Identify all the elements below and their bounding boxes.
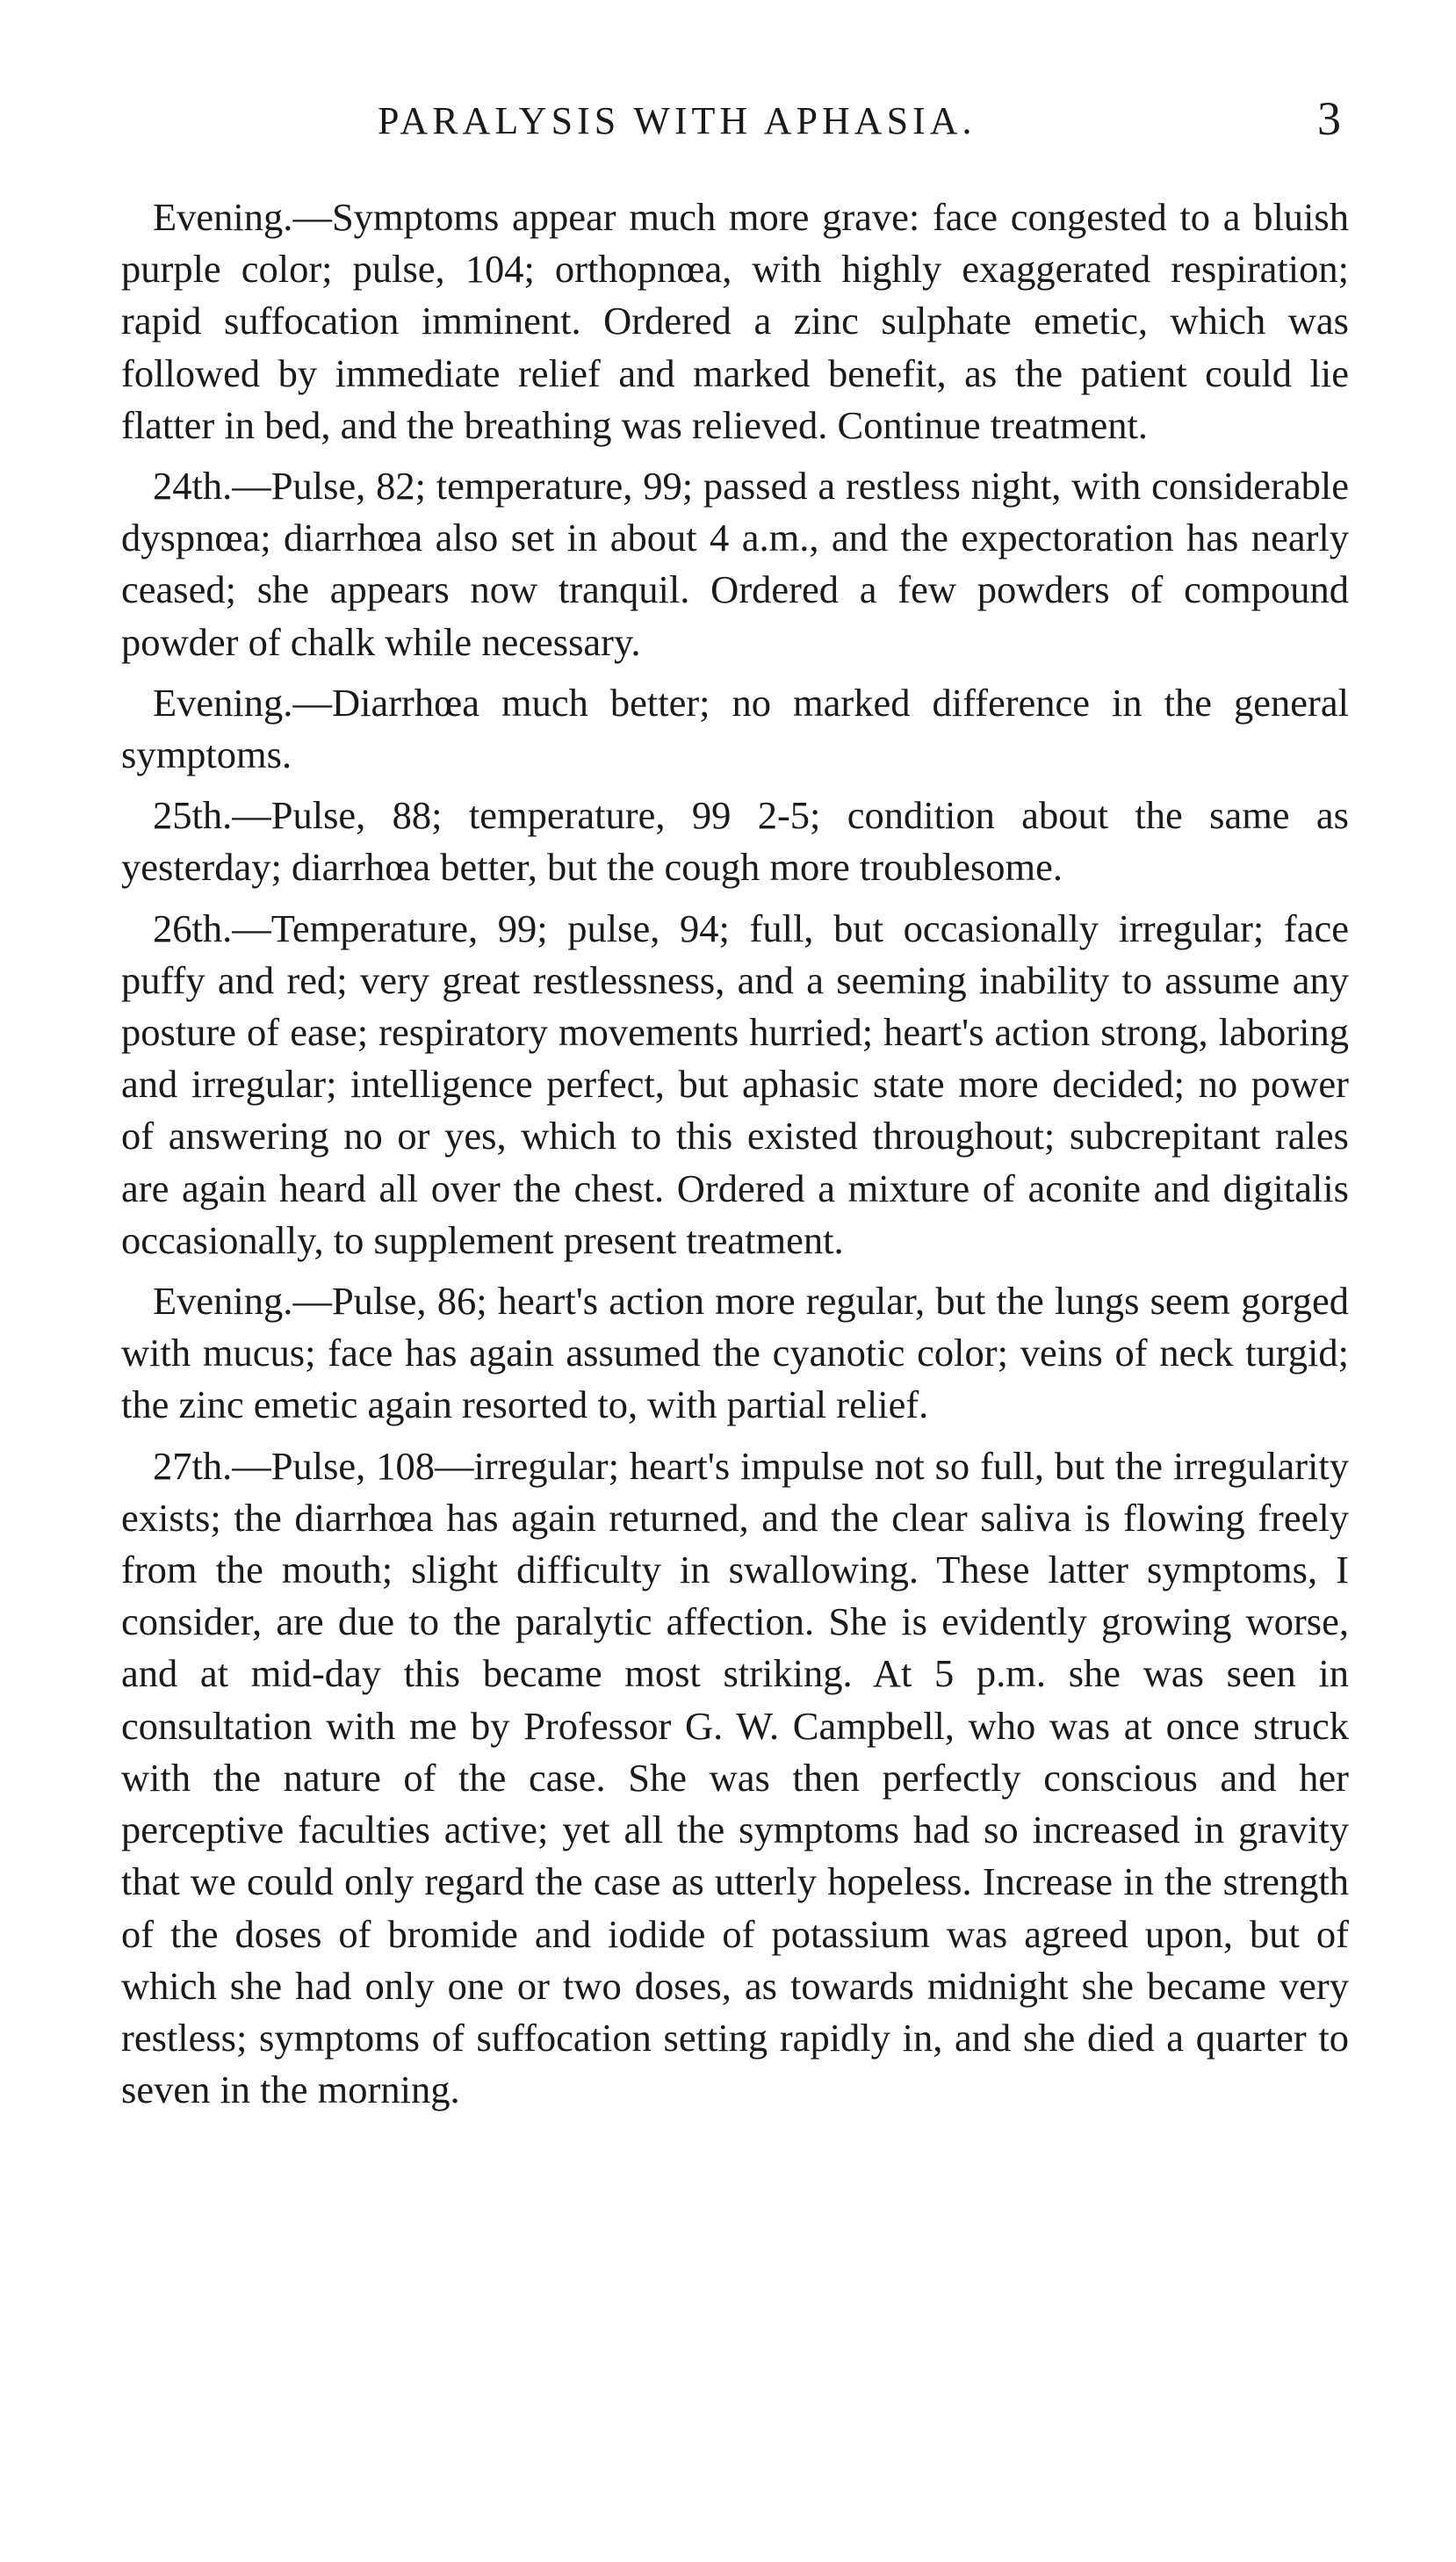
paragraph-24th <box>121 460 1349 668</box>
entry-text: —Pulse, 82; temperature, 99; passed a restless night, with considerable dyspnœa; diarrhœa also set in about 4 a.m., and the expectoration has nearly ceased; she appears now tranquil. Ordered a few powders of compound powder of chalk while necessary. <box>121 464 1349 664</box>
entry-lead: Evening. <box>153 195 293 239</box>
entry-text: —Pulse, 88; temperature, 99 2-5; condition about the same as yesterday; diarrhœa better, but the cough more troublesome. <box>121 793 1349 890</box>
entry-text: —Temperature, 99; pulse, 94; full, but occasionally irregular; face puffy and red; very great restlessness, and a seeming inability to assume any posture of ease; respiratory movements hurried; heart's action strong, laboring and irregular; intelligence perfect, but aphasic state more decided; no power of answering no or yes, which to this existed throughout; subcrepitant rales are again heard all over the chest. Ordered a mixture of aconite and digitalis occasionally, to supplement present treatment. <box>121 906 1349 1262</box>
entry-text: —Symptoms appear much more grave: face congested to a bluish purple color; pulse, 104; orthopnœa, with highly exaggerated respiration; rapid suffocation imminent. Ordered a zinc sulphate emetic, which was followed by immediate relief and marked benefit, as the patient could lie flatter in bed, and the breathing was relieved. Continue treatment. <box>121 195 1349 447</box>
entry-lead: Evening. <box>153 680 293 725</box>
page-number: 3 <box>1317 92 1341 145</box>
entry-text: —Diarrhœa much better; no marked difference in the general symptoms. <box>121 680 1349 777</box>
body-text <box>121 191 1349 2125</box>
paragraph-27th <box>121 1440 1349 2117</box>
running-head-title: PARALYSIS WITH APHASIA. <box>378 99 977 142</box>
paragraph-25th <box>121 790 1349 893</box>
paragraph-26th <box>121 903 1349 1267</box>
entry-lead: 25th. <box>153 793 233 838</box>
entry-text: —Pulse, 108—irregular; heart's impulse not so full, but the irregularity exists; the diarrhœa has again returned, and the clear saliva is flowing freely from the mouth; slight difficulty in swallowing. These latter symptoms, I consider, are due to the paralytic affection. She is evidently growing worse, and at mid-day this became most striking. At 5 p.m. she was seen in consultation with me by Professor G. W. Campbell, who was at once struck with the nature of the case. She was then perfectly conscious and her perceptive faculties active; yet all the symptoms had so increased in gravity that we could only regard the case as utterly hopeless. Increase in the strength of the doses of bromide and iodide of potassium was agreed upon, but of which she had only one or two doses, as towards midnight she became very restless; symptoms of suffocation setting rapidly in, and she died a quarter to seven in the morning. <box>121 1443 1349 2112</box>
entry-lead: 24th. <box>153 464 233 509</box>
paragraph-evening-2 <box>121 677 1349 781</box>
paragraph-evening-3 <box>121 1275 1349 1432</box>
entry-text: —Pulse, 86; heart's action more regular, but the lungs seem gorged with mucus; face has again assumed the cyanotic color; veins of neck turgid; the zinc emetic again resorted to, with partial relief. <box>121 1279 1349 1427</box>
entry-lead: 26th. <box>153 906 233 950</box>
paragraph-evening-1 <box>121 191 1349 451</box>
entry-lead: 27th. <box>153 1443 233 1488</box>
entry-lead: Evening. <box>153 1279 293 1324</box>
